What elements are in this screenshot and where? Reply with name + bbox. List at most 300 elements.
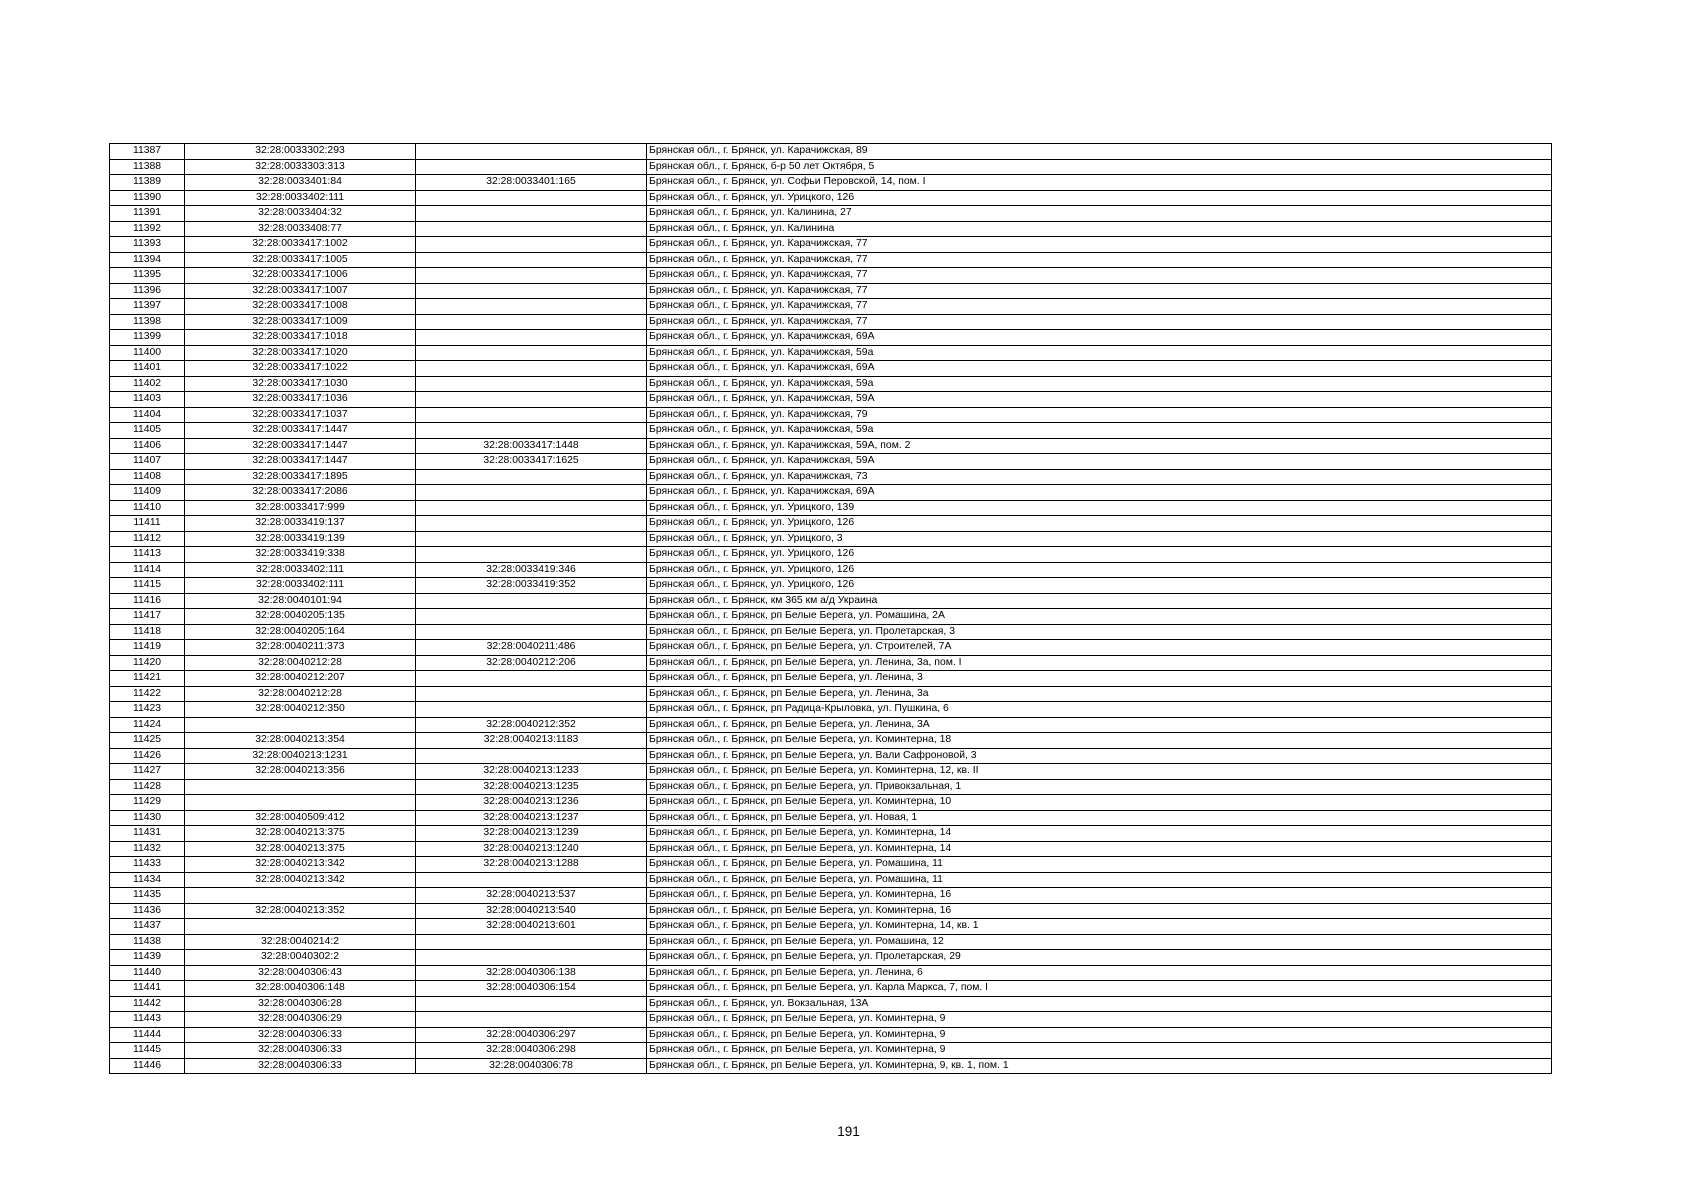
cadastral-number-cell: 32:28:0033408:77 <box>185 221 416 237</box>
cadastral-number-cell: 32:28:0033417:1008 <box>185 299 416 315</box>
registry-sheet <box>109 143 1552 1074</box>
cadastral-number-cell: 32:28:0033417:2086 <box>185 485 416 501</box>
table-row <box>110 438 1552 454</box>
cadastral-number-cell: 32:28:0033417:1018 <box>185 330 416 346</box>
table-row <box>110 748 1552 764</box>
address-cell: Брянская обл., г. Брянск, ул. Карачижская, 77 <box>647 237 1552 253</box>
address-cell: Брянская обл., г. Брянск, ул. Урицкого, 126 <box>647 562 1552 578</box>
cadastral-number-cell: 32:28:0033404:32 <box>185 206 416 222</box>
cadastral-number-cell: 32:28:0040306:148 <box>185 981 416 997</box>
table-row <box>110 345 1552 361</box>
sub-cadastral-number-cell: 32:28:0040306:78 <box>416 1058 647 1074</box>
table-row <box>110 268 1552 284</box>
address-cell: Брянская обл., г. Брянск, ул. Урицкого, 126 <box>647 516 1552 532</box>
address-cell: Брянская обл., г. Брянск, рп Белые Берега, ул. Коминтерна, 9 <box>647 1043 1552 1059</box>
sub-cadastral-number-cell <box>416 361 647 377</box>
sub-cadastral-number-cell: 32:28:0040213:1239 <box>416 826 647 842</box>
sub-cadastral-number-cell <box>416 593 647 609</box>
table-row <box>110 299 1552 315</box>
address-cell: Брянская обл., г. Брянск, рп Белые Берега, ул. Коминтерна, 9 <box>647 1012 1552 1028</box>
row-number-cell: 11433 <box>110 857 185 873</box>
cadastral-number-cell: 32:28:0040306:43 <box>185 965 416 981</box>
row-number-cell: 11414 <box>110 562 185 578</box>
table-row <box>110 454 1552 470</box>
row-number-cell: 11392 <box>110 221 185 237</box>
address-cell: Брянская обл., г. Брянск, рп Белые Берега, ул. Ромашина, 11 <box>647 857 1552 873</box>
cadastral-number-cell: 32:28:0040213:354 <box>185 733 416 749</box>
sub-cadastral-number-cell <box>416 268 647 284</box>
address-cell: Брянская обл., г. Брянск, ул. Карачижская, 59а <box>647 345 1552 361</box>
cadastral-number-cell: 32:28:0033417:1009 <box>185 314 416 330</box>
cadastral-number-cell: 32:28:0040213:342 <box>185 857 416 873</box>
table-row <box>110 485 1552 501</box>
row-number-cell: 11411 <box>110 516 185 532</box>
address-cell: Брянская обл., г. Брянск, ул. Урицкого, 3 <box>647 531 1552 547</box>
cadastral-number-cell: 32:28:0033417:1447 <box>185 438 416 454</box>
address-cell: Брянская обл., г. Брянск, ул. Урицкого, 126 <box>647 190 1552 206</box>
table-row <box>110 609 1552 625</box>
table-row <box>110 981 1552 997</box>
table-row <box>110 903 1552 919</box>
address-cell: Брянская обл., г. Брянск, ул. Карачижская, 69А <box>647 330 1552 346</box>
table-row <box>110 516 1552 532</box>
row-number-cell: 11423 <box>110 702 185 718</box>
row-number-cell: 11407 <box>110 454 185 470</box>
table-row <box>110 702 1552 718</box>
cadastral-number-cell: 32:28:0033417:1005 <box>185 252 416 268</box>
row-number-cell: 11432 <box>110 841 185 857</box>
sub-cadastral-number-cell <box>416 872 647 888</box>
address-cell: Брянская обл., г. Брянск, рп Белые Берега, ул. Пролетарская, 29 <box>647 950 1552 966</box>
table-row <box>110 857 1552 873</box>
table-row <box>110 361 1552 377</box>
sub-cadastral-number-cell: 32:28:0040306:298 <box>416 1043 647 1059</box>
sub-cadastral-number-cell: 32:28:0040213:540 <box>416 903 647 919</box>
row-number-cell: 11421 <box>110 671 185 687</box>
row-number-cell: 11393 <box>110 237 185 253</box>
sub-cadastral-number-cell <box>416 345 647 361</box>
sub-cadastral-number-cell <box>416 500 647 516</box>
address-cell: Брянская обл., г. Брянск, ул. Урицкого, 139 <box>647 500 1552 516</box>
address-cell: Брянская обл., г. Брянск, рп Белые Берега, ул. Коминтерна, 16 <box>647 888 1552 904</box>
cadastral-number-cell: 32:28:0040212:28 <box>185 686 416 702</box>
sub-cadastral-number-cell <box>416 624 647 640</box>
cadastral-number-cell: 32:28:0040212:350 <box>185 702 416 718</box>
table-row <box>110 640 1552 656</box>
table-row <box>110 547 1552 563</box>
row-number-cell: 11441 <box>110 981 185 997</box>
cadastral-number-cell: 32:28:0040205:164 <box>185 624 416 640</box>
address-cell: Брянская обл., г. Брянск, ул. Карачижская, 59А, пом. 2 <box>647 438 1552 454</box>
sub-cadastral-number-cell: 32:28:0033419:352 <box>416 578 647 594</box>
table-row <box>110 578 1552 594</box>
table-row <box>110 841 1552 857</box>
table-row <box>110 624 1552 640</box>
cadastral-number-cell <box>185 717 416 733</box>
sub-cadastral-number-cell <box>416 206 647 222</box>
sub-cadastral-number-cell <box>416 686 647 702</box>
table-row <box>110 655 1552 671</box>
table-row <box>110 1043 1552 1059</box>
row-number-cell: 11406 <box>110 438 185 454</box>
address-cell: Брянская обл., г. Брянск, рп Белые Берега, ул. Коминтерна, 12, кв. II <box>647 764 1552 780</box>
cadastral-number-cell: 32:28:0033419:139 <box>185 531 416 547</box>
cadastral-number-cell <box>185 919 416 935</box>
address-cell: Брянская обл., г. Брянск, ул. Карачижская, 77 <box>647 283 1552 299</box>
row-number-cell: 11409 <box>110 485 185 501</box>
table-row <box>110 826 1552 842</box>
table-row <box>110 1058 1552 1074</box>
sub-cadastral-number-cell <box>416 609 647 625</box>
sub-cadastral-number-cell <box>416 237 647 253</box>
sub-cadastral-number-cell <box>416 330 647 346</box>
row-number-cell: 11428 <box>110 779 185 795</box>
sub-cadastral-number-cell: 32:28:0040213:1240 <box>416 841 647 857</box>
table-row <box>110 888 1552 904</box>
sub-cadastral-number-cell: 32:28:0033417:1448 <box>416 438 647 454</box>
cadastral-number-cell: 32:28:0033417:1037 <box>185 407 416 423</box>
address-cell: Брянская обл., г. Брянск, рп Белые Берега, ул. Коминтерна, 14, кв. 1 <box>647 919 1552 935</box>
row-number-cell: 11404 <box>110 407 185 423</box>
sub-cadastral-number-cell <box>416 702 647 718</box>
row-number-cell: 11416 <box>110 593 185 609</box>
address-cell: Брянская обл., г. Брянск, рп Белые Берега, ул. Ромашина, 2А <box>647 609 1552 625</box>
table-row <box>110 764 1552 780</box>
row-number-cell: 11443 <box>110 1012 185 1028</box>
page-number: 191 <box>837 1124 860 1139</box>
sub-cadastral-number-cell: 32:28:0033419:346 <box>416 562 647 578</box>
row-number-cell: 11439 <box>110 950 185 966</box>
row-number-cell: 11415 <box>110 578 185 594</box>
sub-cadastral-number-cell <box>416 407 647 423</box>
row-number-cell: 11427 <box>110 764 185 780</box>
sub-cadastral-number-cell: 32:28:0040306:154 <box>416 981 647 997</box>
sub-cadastral-number-cell <box>416 299 647 315</box>
address-cell: Брянская обл., г. Брянск, ул. Карачижская, 59а <box>647 376 1552 392</box>
address-cell: Брянская обл., г. Брянск, рп Белые Берега, ул. Коминтерна, 16 <box>647 903 1552 919</box>
cadastral-number-cell: 32:28:0033417:1022 <box>185 361 416 377</box>
row-number-cell: 11422 <box>110 686 185 702</box>
row-number-cell: 11438 <box>110 934 185 950</box>
address-cell: Брянская обл., г. Брянск, ул. Карачижская, 77 <box>647 299 1552 315</box>
address-cell: Брянская обл., г. Брянск, рп Белые Берега, ул. Коминтерна, 9, кв. 1, пом. 1 <box>647 1058 1552 1074</box>
table-row <box>110 252 1552 268</box>
row-number-cell: 11389 <box>110 175 185 191</box>
row-number-cell: 11431 <box>110 826 185 842</box>
address-cell: Брянская обл., г. Брянск, рп Белые Берега, ул. Коминтерна, 18 <box>647 733 1552 749</box>
sub-cadastral-number-cell <box>416 531 647 547</box>
row-number-cell: 11387 <box>110 144 185 160</box>
row-number-cell: 11429 <box>110 795 185 811</box>
cadastral-number-cell: 32:28:0033417:1447 <box>185 454 416 470</box>
cadastral-number-cell: 32:28:0033401:84 <box>185 175 416 191</box>
address-cell: Брянская обл., г. Брянск, рп Белые Берега, ул. Ленина, 3а <box>647 686 1552 702</box>
cadastral-number-cell: 32:28:0040212:207 <box>185 671 416 687</box>
sub-cadastral-number-cell <box>416 252 647 268</box>
table-row <box>110 144 1552 160</box>
cadastral-number-cell: 32:28:0040306:33 <box>185 1058 416 1074</box>
row-number-cell: 11445 <box>110 1043 185 1059</box>
row-number-cell: 11437 <box>110 919 185 935</box>
cadastral-number-cell: 32:28:0040509:412 <box>185 810 416 826</box>
registry-table <box>109 143 1552 1074</box>
cadastral-number-cell: 32:28:0040306:29 <box>185 1012 416 1028</box>
address-cell: Брянская обл., г. Брянск, рп Белые Берега, ул. Ромашина, 11 <box>647 872 1552 888</box>
cadastral-number-cell: 32:28:0033417:1036 <box>185 392 416 408</box>
row-number-cell: 11396 <box>110 283 185 299</box>
row-number-cell: 11399 <box>110 330 185 346</box>
address-cell: Брянская обл., г. Брянск, ул. Карачижская, 59А <box>647 392 1552 408</box>
sub-cadastral-number-cell: 32:28:0040213:601 <box>416 919 647 935</box>
cadastral-number-cell: 32:28:0040306:28 <box>185 996 416 1012</box>
cadastral-number-cell: 32:28:0033402:111 <box>185 562 416 578</box>
cadastral-number-cell: 32:28:0033417:1002 <box>185 237 416 253</box>
address-cell: Брянская обл., г. Брянск, ул. Карачижская, 77 <box>647 268 1552 284</box>
sub-cadastral-number-cell <box>416 190 647 206</box>
sub-cadastral-number-cell <box>416 392 647 408</box>
row-number-cell: 11388 <box>110 159 185 175</box>
row-number-cell: 11401 <box>110 361 185 377</box>
cadastral-number-cell: 32:28:0033417:1020 <box>185 345 416 361</box>
row-number-cell: 11424 <box>110 717 185 733</box>
cadastral-number-cell: 32:28:0040213:342 <box>185 872 416 888</box>
cadastral-number-cell: 32:28:0040101:94 <box>185 593 416 609</box>
table-row <box>110 1012 1552 1028</box>
table-row <box>110 686 1552 702</box>
row-number-cell: 11430 <box>110 810 185 826</box>
table-row <box>110 206 1552 222</box>
table-row <box>110 671 1552 687</box>
cadastral-number-cell: 32:28:0040214:2 <box>185 934 416 950</box>
sub-cadastral-number-cell <box>416 469 647 485</box>
address-cell: Брянская обл., г. Брянск, ул. Карачижская, 59А <box>647 454 1552 470</box>
cadastral-number-cell: 32:28:0040213:375 <box>185 826 416 842</box>
address-cell: Брянская обл., г. Брянск, ул. Калинина, 27 <box>647 206 1552 222</box>
row-number-cell: 11413 <box>110 547 185 563</box>
cadastral-number-cell: 32:28:0040213:356 <box>185 764 416 780</box>
registry-table-body <box>110 144 1552 1074</box>
address-cell: Брянская обл., г. Брянск, ул. Карачижская, 79 <box>647 407 1552 423</box>
address-cell: Брянская обл., г. Брянск, рп Белые Берега, ул. Ленина, 3А <box>647 717 1552 733</box>
sub-cadastral-number-cell: 32:28:0033401:165 <box>416 175 647 191</box>
cadastral-number-cell: 32:28:0033302:293 <box>185 144 416 160</box>
table-row <box>110 221 1552 237</box>
cadastral-number-cell: 32:28:0040306:33 <box>185 1043 416 1059</box>
cadastral-number-cell <box>185 795 416 811</box>
sub-cadastral-number-cell: 32:28:0040213:1233 <box>416 764 647 780</box>
table-row <box>110 810 1552 826</box>
table-row <box>110 283 1552 299</box>
cadastral-number-cell: 32:28:0040212:28 <box>185 655 416 671</box>
sub-cadastral-number-cell <box>416 144 647 160</box>
row-number-cell: 11391 <box>110 206 185 222</box>
address-cell: Брянская обл., г. Брянск, км 365 км а/д Украина <box>647 593 1552 609</box>
cadastral-number-cell <box>185 779 416 795</box>
cadastral-number-cell: 32:28:0040213:1231 <box>185 748 416 764</box>
table-row <box>110 376 1552 392</box>
row-number-cell: 11412 <box>110 531 185 547</box>
row-number-cell: 11408 <box>110 469 185 485</box>
row-number-cell: 11405 <box>110 423 185 439</box>
cadastral-number-cell: 32:28:0040306:33 <box>185 1027 416 1043</box>
sub-cadastral-number-cell <box>416 516 647 532</box>
row-number-cell: 11417 <box>110 609 185 625</box>
cadastral-number-cell: 32:28:0033402:111 <box>185 578 416 594</box>
cadastral-number-cell: 32:28:0033303:313 <box>185 159 416 175</box>
row-number-cell: 11434 <box>110 872 185 888</box>
row-number-cell: 11440 <box>110 965 185 981</box>
sub-cadastral-number-cell <box>416 314 647 330</box>
table-row <box>110 779 1552 795</box>
sub-cadastral-number-cell: 32:28:0040212:206 <box>416 655 647 671</box>
row-number-cell: 11397 <box>110 299 185 315</box>
table-row <box>110 965 1552 981</box>
row-number-cell: 11425 <box>110 733 185 749</box>
sub-cadastral-number-cell <box>416 423 647 439</box>
sub-cadastral-number-cell: 32:28:0033417:1625 <box>416 454 647 470</box>
sub-cadastral-number-cell <box>416 221 647 237</box>
address-cell: Брянская обл., г. Брянск, рп Радица-Крыловка, ул. Пушкина, 6 <box>647 702 1552 718</box>
cadastral-number-cell: 32:28:0040205:135 <box>185 609 416 625</box>
cadastral-number-cell: 32:28:0033417:999 <box>185 500 416 516</box>
cadastral-number-cell: 32:28:0040213:375 <box>185 841 416 857</box>
cadastral-number-cell <box>185 888 416 904</box>
address-cell: Брянская обл., г. Брянск, рп Белые Берега, ул. Коминтерна, 14 <box>647 826 1552 842</box>
sub-cadastral-number-cell <box>416 996 647 1012</box>
row-number-cell: 11419 <box>110 640 185 656</box>
sub-cadastral-number-cell <box>416 485 647 501</box>
address-cell: Брянская обл., г. Брянск, рп Белые Берега, ул. Ленина, 3а, пом. I <box>647 655 1552 671</box>
row-number-cell: 11444 <box>110 1027 185 1043</box>
sub-cadastral-number-cell <box>416 283 647 299</box>
cadastral-number-cell: 32:28:0040211:373 <box>185 640 416 656</box>
address-cell: Брянская обл., г. Брянск, ул. Карачижская, 77 <box>647 252 1552 268</box>
sub-cadastral-number-cell <box>416 547 647 563</box>
row-number-cell: 11410 <box>110 500 185 516</box>
address-cell: Брянская обл., г. Брянск, ул. Карачижская, 69А <box>647 361 1552 377</box>
address-cell: Брянская обл., г. Брянск, рп Белые Берега, ул. Новая, 1 <box>647 810 1552 826</box>
row-number-cell: 11390 <box>110 190 185 206</box>
table-row <box>110 562 1552 578</box>
table-row <box>110 1027 1552 1043</box>
row-number-cell: 11420 <box>110 655 185 671</box>
cadastral-number-cell: 32:28:0033417:1030 <box>185 376 416 392</box>
address-cell: Брянская обл., г. Брянск, рп Белые Берега, ул. Привокзальная, 1 <box>647 779 1552 795</box>
table-row <box>110 934 1552 950</box>
sub-cadastral-number-cell <box>416 376 647 392</box>
sub-cadastral-number-cell <box>416 950 647 966</box>
address-cell: Брянская обл., г. Брянск, рп Белые Берега, ул. Ленина, 6 <box>647 965 1552 981</box>
table-row <box>110 237 1552 253</box>
address-cell: Брянская обл., г. Брянск, рп Белые Берега, ул. Строителей, 7А <box>647 640 1552 656</box>
table-row <box>110 996 1552 1012</box>
address-cell: Брянская обл., г. Брянск, ул. Урицкого, 126 <box>647 578 1552 594</box>
row-number-cell: 11402 <box>110 376 185 392</box>
address-cell: Брянская обл., г. Брянск, б-р 50 лет Октября, 5 <box>647 159 1552 175</box>
sub-cadastral-number-cell: 32:28:0040212:352 <box>416 717 647 733</box>
address-cell: Брянская обл., г. Брянск, рп Белые Берега, ул. Карла Маркса, 7, пом. I <box>647 981 1552 997</box>
address-cell: Брянская обл., г. Брянск, рп Белые Берега, ул. Коминтерна, 10 <box>647 795 1552 811</box>
sub-cadastral-number-cell: 32:28:0040211:486 <box>416 640 647 656</box>
table-row <box>110 717 1552 733</box>
row-number-cell: 11403 <box>110 392 185 408</box>
cadastral-number-cell: 32:28:0033417:1007 <box>185 283 416 299</box>
row-number-cell: 11446 <box>110 1058 185 1074</box>
address-cell: Брянская обл., г. Брянск, рп Белые Берега, ул. Ленина, 3 <box>647 671 1552 687</box>
sub-cadastral-number-cell <box>416 671 647 687</box>
sub-cadastral-number-cell: 32:28:0040213:1236 <box>416 795 647 811</box>
cadastral-number-cell: 32:28:0033419:137 <box>185 516 416 532</box>
address-cell: Брянская обл., г. Брянск, ул. Карачижская, 73 <box>647 469 1552 485</box>
row-number-cell: 11400 <box>110 345 185 361</box>
table-row <box>110 392 1552 408</box>
sub-cadastral-number-cell: 32:28:0040306:138 <box>416 965 647 981</box>
address-cell: Брянская обл., г. Брянск, ул. Карачижская, 59а <box>647 423 1552 439</box>
table-row <box>110 593 1552 609</box>
table-row <box>110 190 1552 206</box>
row-number-cell: 11435 <box>110 888 185 904</box>
sub-cadastral-number-cell: 32:28:0040213:1288 <box>416 857 647 873</box>
sub-cadastral-number-cell <box>416 159 647 175</box>
table-row <box>110 872 1552 888</box>
row-number-cell: 11395 <box>110 268 185 284</box>
address-cell: Брянская обл., г. Брянск, ул. Карачижская, 89 <box>647 144 1552 160</box>
address-cell: Брянская обл., г. Брянск, ул. Карачижская, 69А <box>647 485 1552 501</box>
table-row <box>110 423 1552 439</box>
address-cell: Брянская обл., г. Брянск, ул. Урицкого, 126 <box>647 547 1552 563</box>
table-row <box>110 500 1552 516</box>
address-cell: Брянская обл., г. Брянск, ул. Карачижская, 77 <box>647 314 1552 330</box>
address-cell: Брянская обл., г. Брянск, ул. Софьи Перовской, 14, пом. I <box>647 175 1552 191</box>
address-cell: Брянская обл., г. Брянск, ул. Калинина <box>647 221 1552 237</box>
sub-cadastral-number-cell <box>416 1012 647 1028</box>
row-number-cell: 11426 <box>110 748 185 764</box>
row-number-cell: 11436 <box>110 903 185 919</box>
cadastral-number-cell: 32:28:0040302:2 <box>185 950 416 966</box>
sub-cadastral-number-cell: 32:28:0040306:297 <box>416 1027 647 1043</box>
address-cell: Брянская обл., г. Брянск, рп Белые Берега, ул. Коминтерна, 14 <box>647 841 1552 857</box>
cadastral-number-cell: 32:28:0033417:1006 <box>185 268 416 284</box>
table-row <box>110 314 1552 330</box>
sub-cadastral-number-cell: 32:28:0040213:1235 <box>416 779 647 795</box>
table-row <box>110 795 1552 811</box>
table-row <box>110 407 1552 423</box>
table-row <box>110 919 1552 935</box>
cadastral-number-cell: 32:28:0040213:352 <box>185 903 416 919</box>
address-cell: Брянская обл., г. Брянск, рп Белые Берега, ул. Пролетарская, 3 <box>647 624 1552 640</box>
row-number-cell: 11442 <box>110 996 185 1012</box>
cadastral-number-cell: 32:28:0033417:1895 <box>185 469 416 485</box>
sub-cadastral-number-cell <box>416 748 647 764</box>
sub-cadastral-number-cell: 32:28:0040213:1183 <box>416 733 647 749</box>
row-number-cell: 11418 <box>110 624 185 640</box>
address-cell: Брянская обл., г. Брянск, рп Белые Берега, ул. Вали Сафроновой, 3 <box>647 748 1552 764</box>
row-number-cell: 11394 <box>110 252 185 268</box>
table-row <box>110 175 1552 191</box>
sub-cadastral-number-cell: 32:28:0040213:1237 <box>416 810 647 826</box>
cadastral-number-cell: 32:28:0033402:111 <box>185 190 416 206</box>
cadastral-number-cell: 32:28:0033419:338 <box>185 547 416 563</box>
table-row <box>110 330 1552 346</box>
table-row <box>110 733 1552 749</box>
address-cell: Брянская обл., г. Брянск, ул. Вокзальная, 13А <box>647 996 1552 1012</box>
address-cell: Брянская обл., г. Брянск, рп Белые Берега, ул. Коминтерна, 9 <box>647 1027 1552 1043</box>
sub-cadastral-number-cell <box>416 934 647 950</box>
sub-cadastral-number-cell: 32:28:0040213:537 <box>416 888 647 904</box>
address-cell: Брянская обл., г. Брянск, рп Белые Берега, ул. Ромашина, 12 <box>647 934 1552 950</box>
table-row <box>110 469 1552 485</box>
table-row <box>110 159 1552 175</box>
